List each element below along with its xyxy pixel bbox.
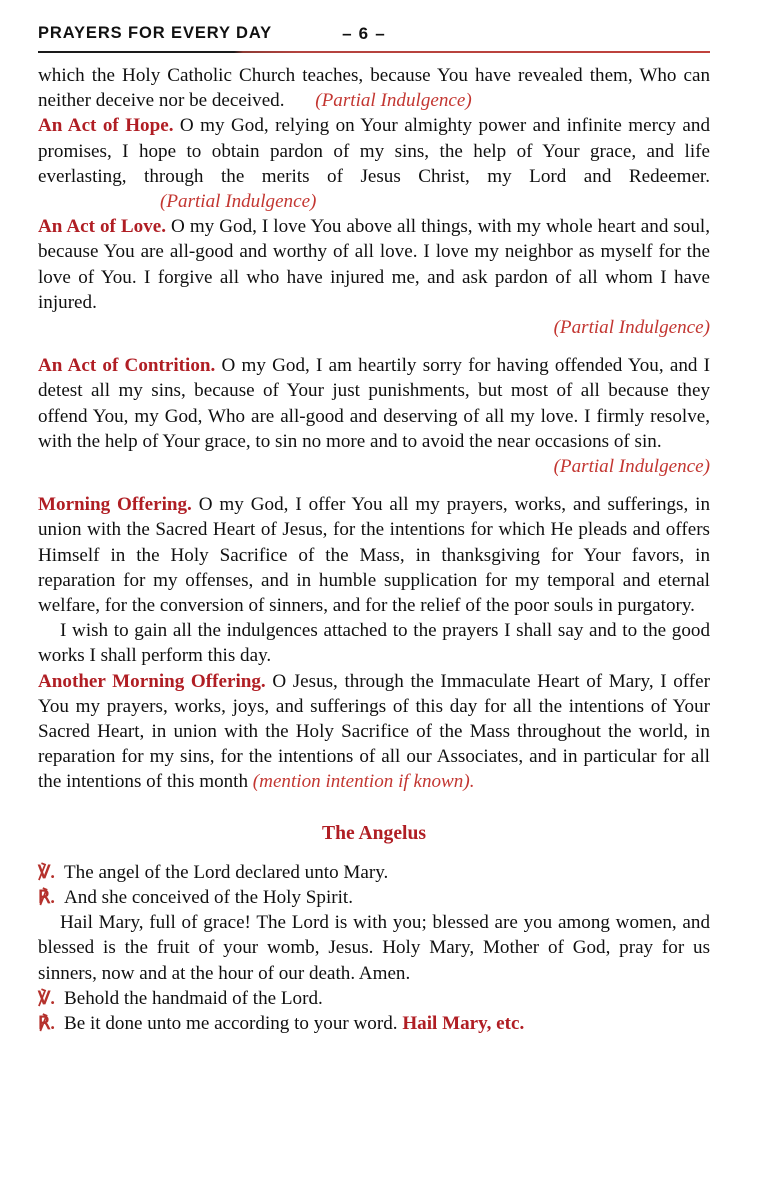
hail-mary-text: Hail Mary, full of grace! The Lord is with you; blessed are you among women, and blessed is the fruit of your womb, Jesus. Holy Mary, Mother of God, pray for us sinners, now and at the hour of our death. Amen. xyxy=(38,912,710,984)
prayer-heading: Another Morning Offering. xyxy=(38,670,266,692)
continuation-paragraph xyxy=(38,63,710,113)
section-heading-angelus: The Angelus xyxy=(322,822,426,844)
mention-intention-rubric: (mention intention if known). xyxy=(252,771,475,793)
response-mark: ℟. xyxy=(38,886,55,907)
prayer-act-of-contrition xyxy=(38,353,710,454)
angelus-response-1 xyxy=(38,885,710,910)
versicle-mark: ℣. xyxy=(38,987,55,1008)
prayer-body: O my God, relying on Your almighty power and infinite mercy and promises, I hope to obtain pardon of my sins, the help of Your grace, and life everlasting, through the merits of Jesus Christ, my Lord and Redeemer. xyxy=(38,115,710,187)
prayer-act-of-hope xyxy=(38,113,710,214)
prayer-heading: An Act of Hope. xyxy=(38,115,174,137)
response-mark: ℟. xyxy=(38,1012,55,1033)
prayer-body: O my God, I am heartily sorry for having offended You, and I detest all my sins, because of Your just punishments, but most of all because they offend You, my God, Who are all-good and deserving of all my love. I firmly resolve, with the help of Your grace, to sin no more and to avoid the near occasions of sin. xyxy=(38,355,710,452)
prayer-heading: An Act of Contrition. xyxy=(38,355,216,377)
running-head-title: PRAYERS FOR EVERY DAY xyxy=(38,24,273,42)
prayer-body: O Jesus, through the Immaculate Heart of Mary, I offer You my prayers, works, joys, and sufferings of this day for all the intentions of Your Sacred Heart, in union with the Holy Sacrifice of the Mass throughout the world, in reparation for my sins, for the intentions of all our Associates, and in particular for all the intentions of this month xyxy=(38,670,710,793)
page-number: – 6 – xyxy=(342,24,386,43)
indulgence-wish-paragraph xyxy=(38,618,710,668)
prayer-act-of-love xyxy=(38,214,710,315)
prayer-another-morning-offering xyxy=(38,669,710,795)
angelus-versicle-1 xyxy=(38,860,710,885)
indulgence-note: (Partial Indulgence) xyxy=(553,317,710,339)
prayer-heading: An Act of Love. xyxy=(38,216,166,238)
response-text: Be it done unto me according to your word. xyxy=(64,1012,403,1034)
prayer-body: O my God, I offer You all my prayers, works, and sufferings, in union with the Sacred Heart of Jesus, for the intentions for which He pleads and offers Himself in the Holy Sacrifice of the Mass, in thanksgiving for Your favors, in reparation for my offenses, and in humble supplication for my temporal and eternal welfare, for the conversion of sinners, and for the relief of the poor souls in purgatory. xyxy=(38,494,711,617)
header-rule xyxy=(38,51,710,53)
running-head xyxy=(38,24,710,50)
angelus-hail-mary xyxy=(38,910,710,986)
versicle-mark: ℣. xyxy=(38,861,55,882)
prayer-morning-offering xyxy=(38,492,710,618)
versicle-text: The angel of the Lord declared unto Mary. xyxy=(64,861,389,883)
indulgence-note: (Partial Indulgence) xyxy=(160,191,317,213)
prayer-body: O my God, I love You above all things, with my whole heart and soul, because You are all-good and worthy of all love. I love my neighbor as myself for the love of You. I forgive all who have injured me, and ask pardon of all whom I have injured. xyxy=(38,216,710,313)
page-content xyxy=(38,24,710,1036)
prayer-heading: Morning Offering. xyxy=(38,494,192,516)
angelus-versicle-2 xyxy=(38,986,710,1011)
continuation-text: which the Holy Catholic Church teaches, because You have revealed them, Who can neither deceive nor be deceived. xyxy=(38,65,710,112)
indulgence-note: (Partial Indulgence) xyxy=(315,90,472,112)
indulgence-wish-text: I wish to gain all the indulgences attached to the prayers I shall say and to the good works I shall perform this day. xyxy=(38,620,710,667)
versicle-text: Behold the handmaid of the Lord. xyxy=(64,987,323,1009)
response-text: And she conceived of the Holy Spirit. xyxy=(64,886,353,908)
indulgence-note: (Partial Indulgence) xyxy=(553,456,710,478)
angelus-response-2 xyxy=(38,1011,710,1036)
hail-mary-cue: Hail Mary, etc. xyxy=(402,1012,525,1034)
